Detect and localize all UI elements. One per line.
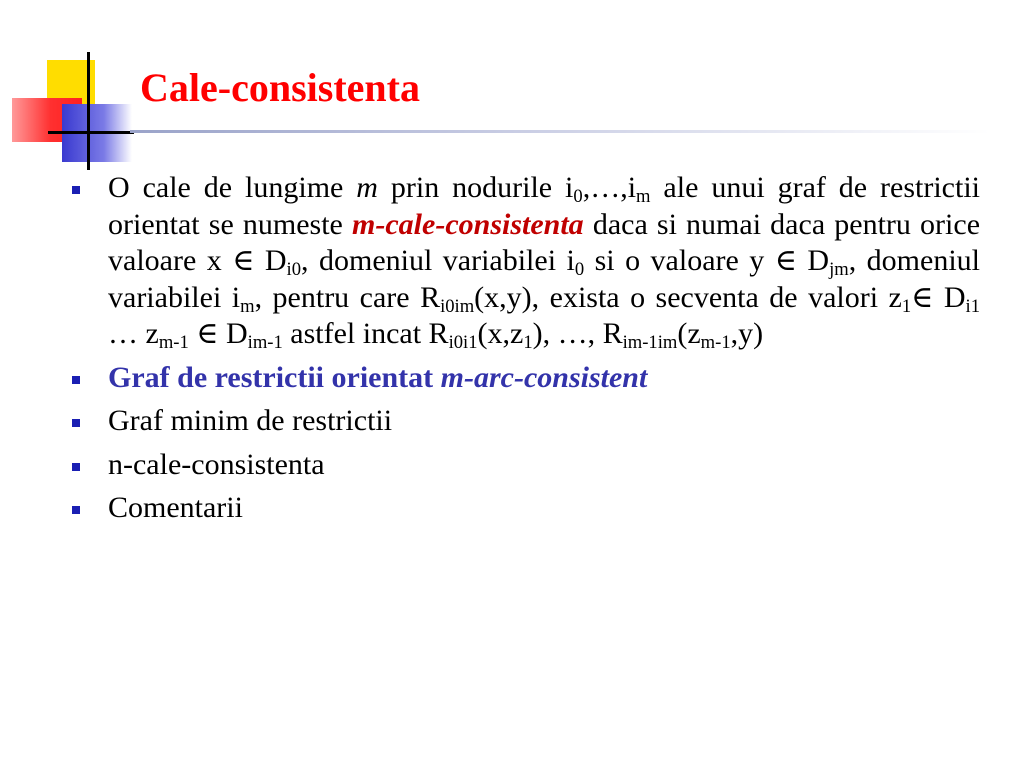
- subscript: m-1: [158, 332, 189, 354]
- text-run: , domeniul variabilei i: [301, 244, 575, 277]
- bullet-square-icon: [72, 419, 80, 427]
- bullet-item-n-path: [72, 447, 980, 484]
- text-run: O cale de lungime: [108, 171, 357, 204]
- subscript: jm: [829, 259, 849, 281]
- subscript: 0: [574, 259, 585, 281]
- bullet-text: n-cale-consistenta: [108, 447, 325, 481]
- bullet-text: Graf minim de restrictii: [108, 404, 393, 437]
- text-run: ale unui graf de restrictii orientat se numeste: [108, 171, 981, 241]
- text-run: , domeniul variabilei i: [108, 244, 981, 314]
- logo-horizontal-line: [48, 131, 134, 134]
- subscript: 0: [573, 186, 583, 208]
- text-run: (x,z: [477, 317, 524, 350]
- bullet-text: Comentarii: [108, 491, 243, 524]
- defined-term: m-cale-consistenta: [352, 207, 584, 241]
- text-run: si o valoare y ∈ D: [584, 244, 830, 277]
- title-underline: [130, 130, 990, 133]
- text-run-italic: m: [356, 171, 378, 204]
- bullet-item-arc-consistent[interactable]: [72, 360, 980, 397]
- text-run: , pentru care R: [254, 280, 441, 314]
- bullet-square-icon: [72, 186, 80, 194]
- text-run: (x,y), exista o secventa de valori z: [474, 280, 902, 314]
- bullet-item-definition: [72, 170, 980, 353]
- link-text-italic: m-arc-consistent: [440, 360, 648, 394]
- text-run: ∈ D: [188, 317, 248, 350]
- bullet-item-comments: [72, 490, 980, 527]
- text-run: … z: [108, 317, 159, 350]
- bullet-item-minimal-graph: [72, 403, 980, 440]
- corner-logo: [0, 0, 140, 180]
- slide-title: Cale-consistenta: [140, 65, 420, 110]
- bullet-square-icon: [72, 376, 80, 384]
- text-run: (z: [677, 317, 701, 350]
- subscript: im-1: [247, 332, 283, 354]
- text-run: daca si numai daca pentru orice valoare x ∈ D: [108, 207, 981, 277]
- subscript: m: [240, 295, 255, 317]
- subscript: 1: [523, 332, 533, 354]
- logo-vertical-line: [87, 52, 90, 170]
- text-run: ∈ D: [911, 280, 966, 314]
- bullet-square-icon: [72, 506, 80, 514]
- text-run: prin nodurile i: [377, 171, 574, 204]
- link-label[interactable]: [108, 361, 647, 394]
- subscript: m: [636, 186, 651, 208]
- bullet-square-icon: [72, 463, 80, 471]
- text-run: astfel incat R: [282, 317, 449, 350]
- subscript: i0i1: [448, 332, 478, 354]
- subscript: i1: [965, 295, 980, 317]
- subscript: i0im: [440, 295, 475, 317]
- subscript: im-1im: [622, 332, 678, 354]
- text-run: ,…,i: [582, 171, 637, 204]
- subscript: 1: [901, 295, 912, 317]
- subscript: i0: [286, 259, 302, 281]
- bullet-list: [72, 170, 980, 527]
- text-run: ), …, R: [532, 317, 623, 350]
- link-text: Graf de restrictii orientat: [108, 360, 441, 394]
- subscript: m-1: [700, 332, 731, 354]
- text-run: ,y): [730, 317, 764, 350]
